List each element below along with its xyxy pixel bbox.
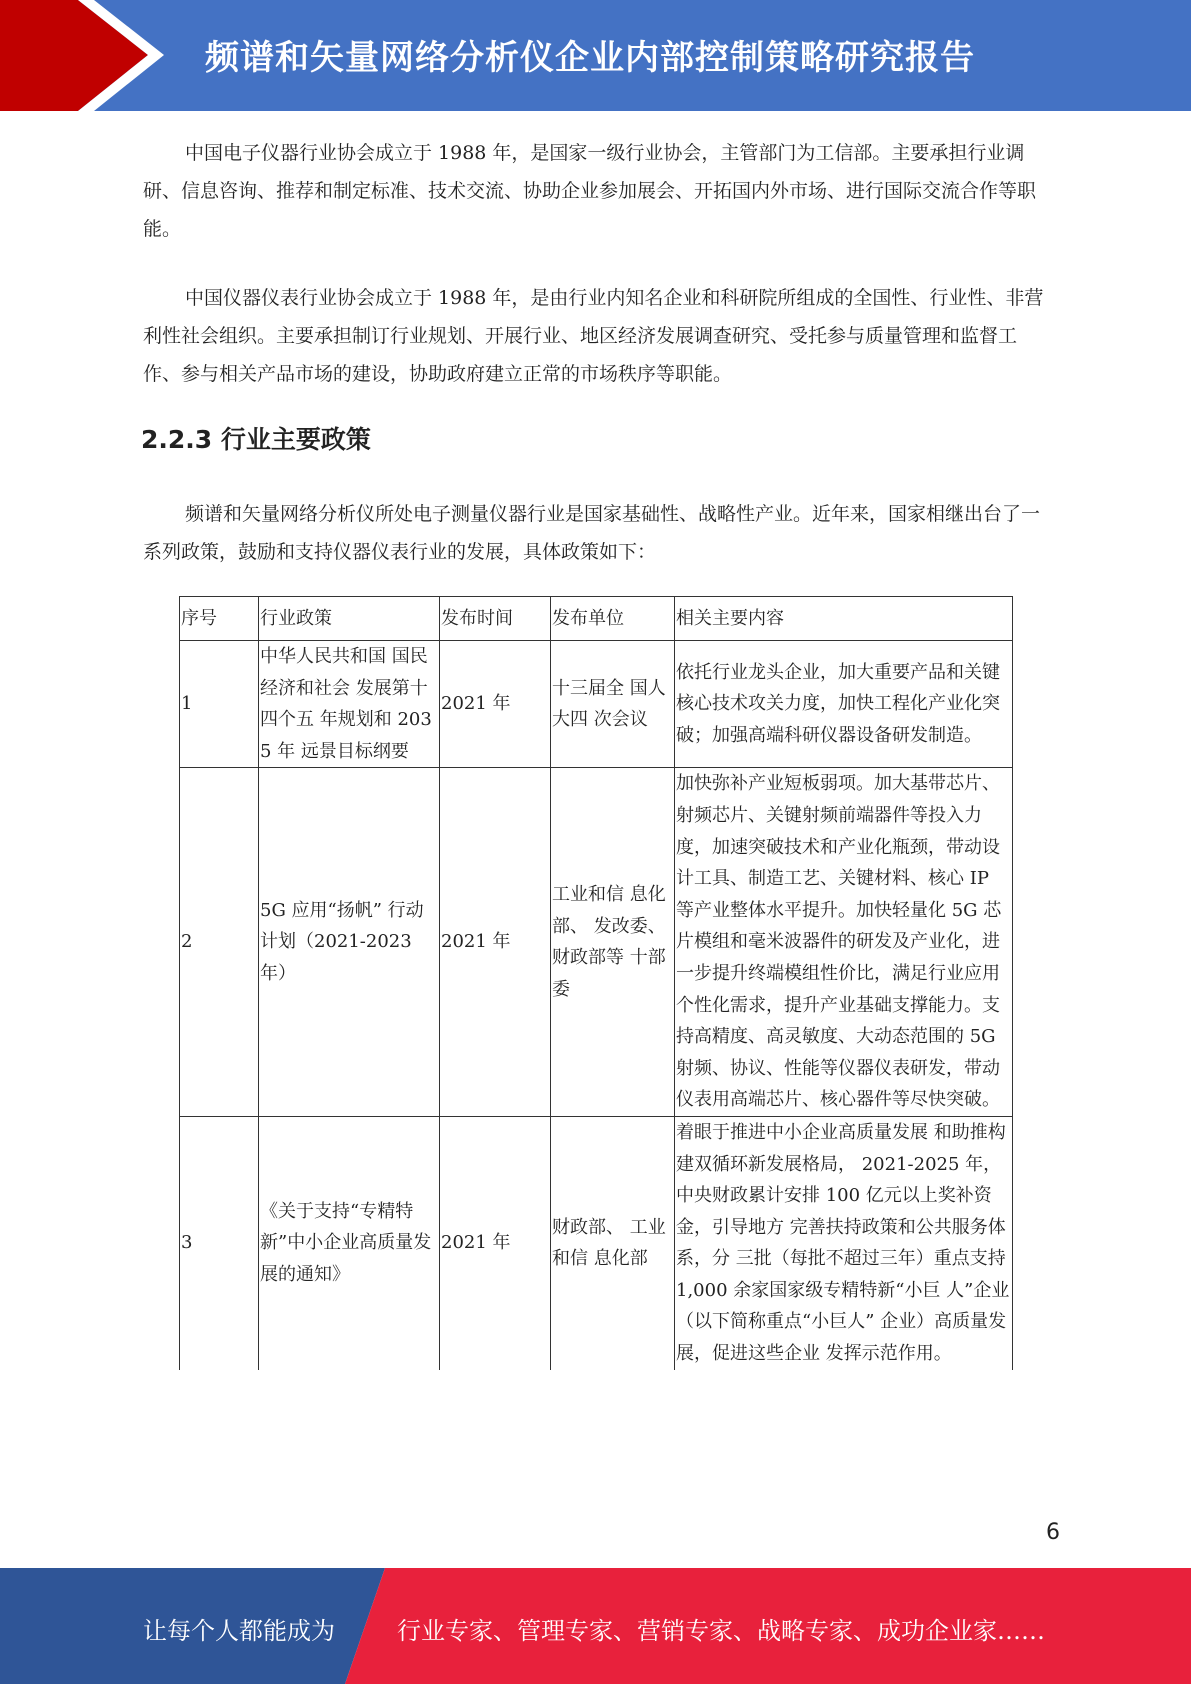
table-row: [180, 1116, 1013, 1369]
policy-name: 《关于支持“专精特新”中小企业高质量发展的通知》: [259, 1116, 440, 1369]
table-row: [180, 768, 1013, 1117]
policy-content: 依托行业龙头企业，加大重要产品和关键核心技术攻关力度，加快工程化产业化突破；加强高端科研仪器设备研发制造。: [675, 641, 1013, 768]
table-row: [180, 641, 1013, 768]
page-footer: [0, 1568, 1191, 1684]
policy-content: 着眼于推进中小企业高质量发展 和助推构建双循环新发展格局， 2021-2025 年，中央财政累计安排 100 亿元以上奖补资金，引导地方 完善扶持政策和公共服务体系，分 三批（每批不超过三年）重点支持 1,000 余家国家级专精特新“小巨 人”企业（以下简称重点“小巨人” 企业）高质量发展，促进这些企业 发挥示范作用。: [675, 1116, 1013, 1369]
column-header-issuer: 发布单位: [551, 597, 675, 641]
report-title: 频谱和矢量网络分析仪企业内部控制策略研究报告: [205, 38, 975, 78]
association-paragraph-2: 中国仪器仪表行业协会成立于 1988 年，是由行业内知名企业和科研院所组成的全国性、行业性、非营利性社会组织。主要承担制订行业规划、开展行业、地区经济发展调查研究、受托参与质量管理和监督工作、参与相关产品市场的建设，协助政府建立正常的市场秩序等职能。: [143, 287, 1044, 385]
row-number: 3: [180, 1116, 259, 1369]
column-header-date: 发布时间: [440, 597, 551, 641]
policy-table: [179, 596, 1013, 1370]
release-date: 2021 年: [440, 768, 551, 1117]
row-number: 1: [180, 641, 259, 768]
column-header-number: 序号: [180, 597, 259, 641]
page-header: [0, 0, 1191, 111]
policy-name: 中华人民共和国 国民经济和社会 发展第十四个五 年规划和 2035 年 远景目标纲要: [259, 641, 440, 768]
policy-content: 加快弥补产业短板弱项。加大基带芯片、射频芯片、关键射频前端器件等投入力度，加速突破技术和产业化瓶颈，带动设计工具、制造工艺、关键材料、核心 IP 等产业整体水平提升。加快轻量化 5G 芯片模组和毫米波器件的研发及产业化，进一步提升终端模组性价比，满足行业应用个性化需求，提升产业基础支撑能力。支持高精度、高灵敏度、大动态范围的 5G 射频、协议、性能等仪器仪表研发，带动仪表用高端芯片、核心器件等尽快突破。: [675, 768, 1013, 1117]
association-paragraph-1: 中国电子仪器行业协会成立于 1988 年，是国家一级行业协会，主管部门为工信部。主要承担行业调研、信息咨询、推荐和制定标准、技术交流、协助企业参加展会、开拓国内外市场、进行国际交流合作等职能。: [143, 142, 1037, 240]
row-number: 2: [180, 768, 259, 1117]
issuing-body: 工业和信 息化部、 发改委、财政部等 十部委: [551, 768, 675, 1117]
footer-slogan-left: 让每个人都能成为: [143, 1617, 335, 1645]
section-intro: 频谱和矢量网络分析仪所处电子测量仪器行业是国家基础性、战略性产业。近年来，国家相继出台了一系列政策，鼓励和支持仪器仪表行业的发展，具体政策如下：: [143, 503, 1041, 563]
section-heading: 2.2.3 行业主要政策: [141, 425, 371, 454]
policy-name: 5G 应用“扬帆” 行动计划（2021-2023 年）: [259, 768, 440, 1117]
release-date: 2021 年: [440, 1116, 551, 1369]
table-header-row: [180, 597, 1013, 641]
footer-slogan-right: 行业专家、管理专家、营销专家、战略专家、成功企业家……: [397, 1617, 1045, 1645]
release-date: 2021 年: [440, 641, 551, 768]
issuing-body: 财政部、 工业和信 息化部: [551, 1116, 675, 1369]
column-header-policy: 行业政策: [259, 597, 440, 641]
page-number: 6: [1046, 1520, 1060, 1545]
issuing-body: 十三届全 国人大四 次会议: [551, 641, 675, 768]
column-header-content: 相关主要内容: [675, 597, 1013, 641]
